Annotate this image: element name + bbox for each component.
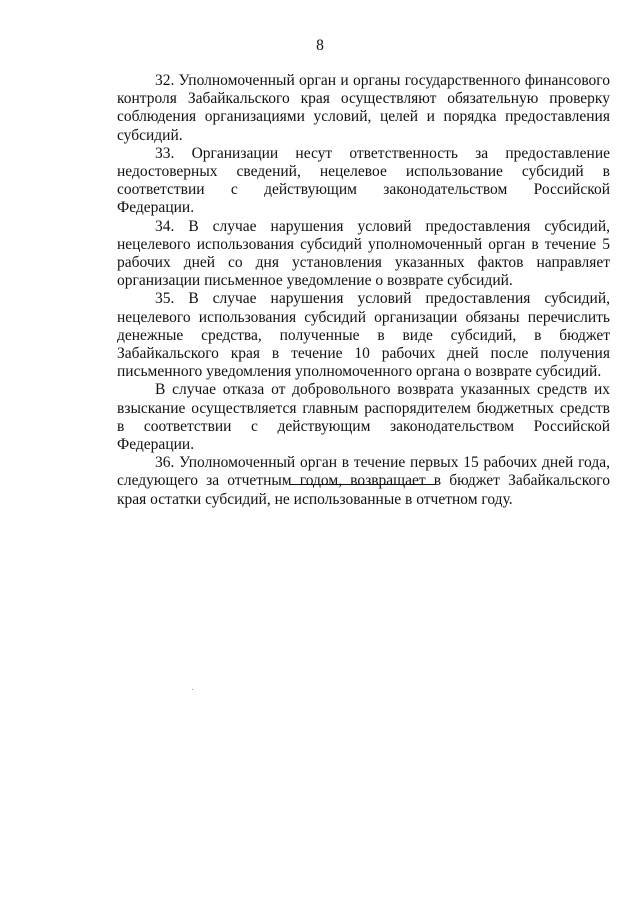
document-body bbox=[117, 72, 610, 509]
end-of-document-line bbox=[290, 484, 435, 485]
scan-artifact bbox=[192, 689, 193, 690]
paragraph-33: 33. Организации несут ответственность за предоставление недостоверных сведений, нецелевое использование субсидий в соответствии с действующим законодательством Российской Федерации. bbox=[117, 144, 610, 217]
paragraph-32: 32. Уполномоченный орган и органы государственного финансового контроля Забайкальского края осуществляют обязательную проверку соблюдения организациями условий, целей и порядка предоставления субсидий. bbox=[117, 72, 610, 144]
paragraph-35-continuation: В случае отказа от добровольного возврата указанных средств их взыскание осуществляется главным распорядителем бюджетных средств в соответствии с действующим законодательством Российской Федерации. bbox=[117, 381, 610, 454]
paragraph-36: 36. Уполномоченный орган в течение первых 15 рабочих дней года, следующего за отчетным годом, возвращает в бюджет Забайкальского края остатки субсидий, не использованные в отчетном году. bbox=[117, 454, 610, 508]
paragraph-34: 34. В случае нарушения условий предоставления субсидий, нецелевого использования субсидий уполномоченный орган в течение 5 рабочих дней со дня установления указанных фактов направляет организации письменное уведомление о возврате субсидий. bbox=[117, 217, 610, 290]
paragraph-35: 35. В случае нарушения условий предоставления субсидий, нецелевого использования субсидий организации обязаны перечислить денежные средства, полученные в виде субсидий, в бюджет Забайкальского края в течение 10 рабочих дней после получения письменного уведомления уполномоченного органа о возврате субсидий. bbox=[117, 290, 610, 381]
page-number: 8 bbox=[316, 37, 324, 54]
